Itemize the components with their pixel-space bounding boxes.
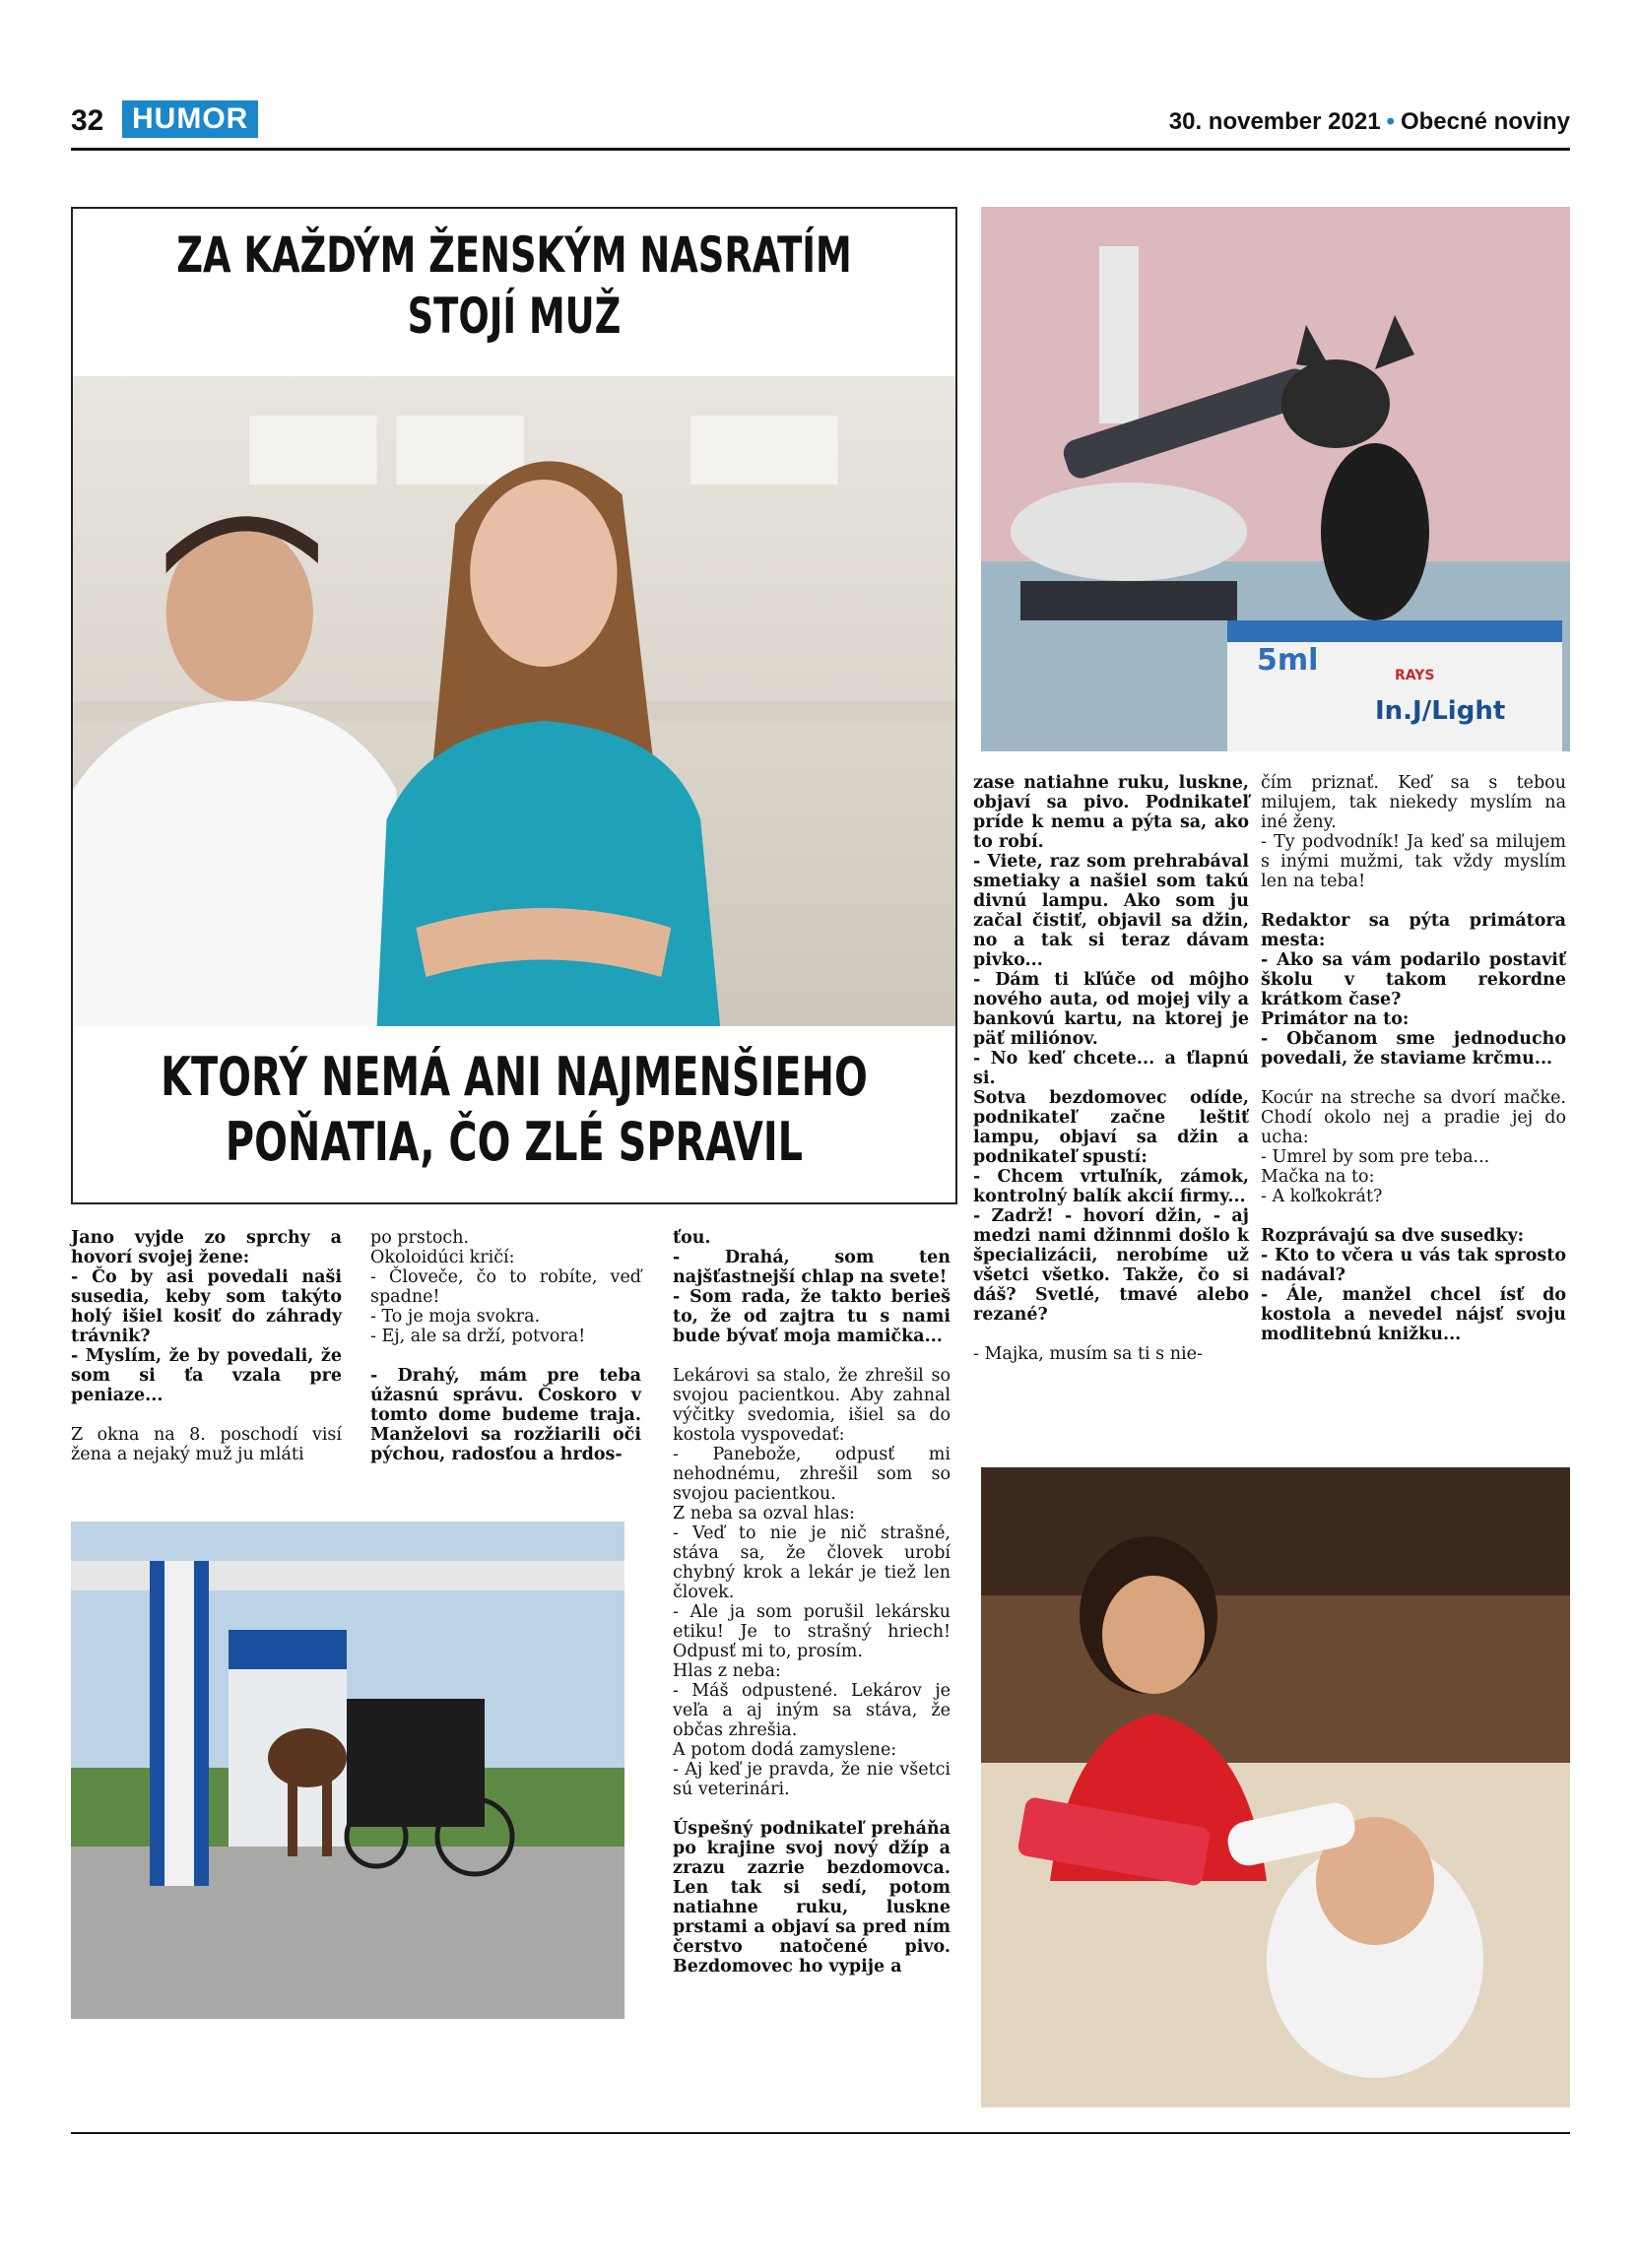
- paragraph-gap: [370, 1346, 641, 1366]
- box-brand: RAYS: [1395, 668, 1435, 683]
- page-number: 32: [71, 104, 104, 137]
- text-column-4: [973, 773, 1249, 1364]
- meme-top-caption: [153, 225, 877, 347]
- joke-paragraph: - Majka, musím sa ti s nie-: [973, 1344, 1203, 1364]
- paragraph-gap: [673, 1346, 951, 1366]
- joke-paragraph: Redaktor sa pýta primátora mesta:: [1261, 911, 1566, 950]
- joke-paragraph: - Kto to včera u vás tak sprosto nadával?: [1261, 1246, 1566, 1285]
- joke-paragraph: - Chcem vrtuľník, zámok, kontrolný balík akcií firmy...: [973, 1167, 1249, 1206]
- joke-paragraph: Jano vyjde zo sprchy a hovorí svojej žene:: [71, 1228, 342, 1267]
- meme-bottom-caption: [153, 1045, 877, 1175]
- joke-paragraph: - A koľkokrát?: [1261, 1187, 1383, 1206]
- microscope-dog-illustration: [981, 207, 1570, 751]
- joke-paragraph: Úspešný podnikateľ preháňa po krajine svoj nový džíp a zrazu zazrie bezdomovca. Len tak si sedí, potom natiahne ruku, luskne prstami a objaví sa pred ním čerstvo natočené pivo. Bezdomovec ho vypije a: [673, 1819, 951, 1976]
- paragraph-gap: [673, 1799, 951, 1819]
- issue-date: 30. november 2021: [1168, 108, 1381, 135]
- meme-top-line-2: STOJÍ MUŽ: [407, 288, 622, 345]
- joke-paragraph: - Ako sa vám podarilo postaviť školu v takom rekordne krátkom čase?: [1261, 950, 1566, 1009]
- paragraph-gap: [1261, 891, 1566, 911]
- joke-paragraph: - Ej, ale sa drží, potvora!: [370, 1327, 586, 1346]
- section-badge: HUMOR: [122, 100, 258, 138]
- children-photo: [981, 1467, 1570, 2107]
- joke-paragraph: - Veď to nie je nič strašné, stáva sa, že človek urobí chybný krok a lekár je tiež len človek.: [673, 1523, 951, 1602]
- meme-image: [71, 207, 957, 1204]
- joke-paragraph: - No keď chcete... a ťlapnú si.: [973, 1049, 1249, 1088]
- meme-top-line-1: ZA KAŽDÝM ŽENSKÝM NASRATÍM: [176, 227, 852, 284]
- joke-paragraph: Hlas z neba:: [673, 1661, 781, 1681]
- couple-photo: [73, 376, 955, 1026]
- joke-paragraph: - Umrel by som pre teba...: [1261, 1147, 1490, 1167]
- joke-paragraph: Lekárovi sa stalo, že zhrešil so svojou pacientkou. Aby zahnal výčitky svedomia, išiel sa do kostola vyspovedať:: [673, 1366, 951, 1445]
- joke-paragraph: Rozprávajú sa dve susedky:: [1261, 1226, 1525, 1246]
- joke-paragraph: zase natiahne ruku, luskne, objaví sa pivo. Podnikateľ príde k nemu a pýta sa, ako to robí.: [973, 773, 1249, 852]
- joke-paragraph: - Drahá, som ten najšťastnejší chlap na svete!: [673, 1248, 951, 1287]
- page-header: [71, 98, 1570, 146]
- horse-carriage-photo: [71, 1522, 624, 2019]
- joke-paragraph: - Máš odpustené. Lekárov je veľa a aj iným sa stáva, že občas zhrešia.: [673, 1681, 951, 1740]
- joke-paragraph: - Človeče, čo to robíte, veď spadne!: [370, 1267, 641, 1307]
- box-label: 5ml: [1257, 643, 1319, 678]
- text-column-2: [370, 1228, 641, 1464]
- publication-name: Obecné noviny: [1400, 108, 1570, 135]
- joke-paragraph: ťou.: [673, 1228, 711, 1248]
- issue-info: [1169, 108, 1570, 136]
- gas-station-illustration: [71, 1522, 624, 2019]
- joke-paragraph: - To je moja svokra.: [370, 1307, 541, 1327]
- meme-bottom-line-1: KTORÝ NEMÁ ANI NAJMENŠIEHO: [161, 1046, 868, 1108]
- joke-paragraph: Okoloidúci kričí:: [370, 1248, 515, 1267]
- paragraph-gap: [1261, 1206, 1566, 1226]
- joke-paragraph: Sotva bezdomovec odíde, podnikateľ začne leštiť lampu, objaví sa džin a podnikateľ spustí:: [973, 1088, 1249, 1167]
- children-illustration: [981, 1467, 1570, 2107]
- joke-paragraph: čím priznať. Keď sa s tebou milujem, tak niekedy myslím na iné ženy.: [1261, 773, 1566, 832]
- joke-paragraph: - Dám ti kľúče od môjho nového auta, od mojej vily a bankovú kartu, na ktorej je päť miliónov.: [973, 970, 1249, 1049]
- joke-paragraph: po prstoch.: [370, 1228, 470, 1248]
- joke-paragraph: Kocúr na streche sa dvorí mačke. Chodí okolo nej a pradie jej do ucha:: [1261, 1088, 1566, 1147]
- joke-paragraph: - Aj keď je pravda, že nie všetci sú veterinári.: [673, 1760, 951, 1799]
- joke-paragraph: - Som rada, že takto berieš to, že od zajtra tu s nami bude bývať moja mamička...: [673, 1287, 951, 1346]
- joke-paragraph: A potom dodá zamyslene:: [673, 1740, 897, 1760]
- joke-paragraph: Z neba sa ozval hlas:: [673, 1504, 855, 1523]
- box-text: In.J/Light: [1375, 696, 1506, 726]
- footer-rule: [71, 2132, 1570, 2134]
- paragraph-gap: [1261, 1069, 1566, 1088]
- paragraph-gap: [973, 1325, 1249, 1344]
- joke-paragraph: - Ty podvodník! Ja keď sa milujem s inými mužmi, tak vždy myslím len na teba!: [1261, 832, 1566, 891]
- joke-paragraph: - Ale ja som porušil lekársku etiku! Je to strašný hriech! Odpusť mi to, prosím.: [673, 1602, 951, 1661]
- paragraph-gap: [71, 1405, 342, 1425]
- joke-paragraph: - Zadrž! - hovorí džin, - aj medzi nami džinnmi došlo k špecializácii, nerobíme už všetci všetko. Takže, čo si dáš? Svetlé, tmavé alebo rezané?: [973, 1206, 1249, 1325]
- text-column-5: [1261, 773, 1566, 1344]
- joke-paragraph: Primátor na to:: [1261, 1009, 1410, 1029]
- text-column-1: [71, 1228, 342, 1464]
- joke-paragraph: - Myslím, že by povedali, že som si ťa vzala pre peniaze...: [71, 1346, 342, 1405]
- joke-paragraph: Z okna na 8. poschodí visí žena a nejaký muž ju mláti: [71, 1425, 342, 1464]
- joke-paragraph: - Ále, manžel chcel ísť do kostola a nevedel nájsť svoju modlitebnú knižku...: [1261, 1285, 1566, 1344]
- bullet-icon: •: [1386, 108, 1395, 135]
- joke-paragraph: Mačka na to:: [1261, 1167, 1375, 1187]
- joke-paragraph: - Panebože, odpusť mi nehodnému, zhrešil som so svojou pacientkou.: [673, 1445, 951, 1504]
- microscope-dog-photo: [981, 207, 1570, 751]
- header-rule: [71, 148, 1570, 151]
- joke-paragraph: - Drahý, mám pre teba úžasnú správu. Čoskoro v tomto dome budeme traja. Manželovi sa rozžiarili oči pýchou, radosťou a hrdos-: [370, 1366, 641, 1464]
- joke-paragraph: - Viete, raz som prehrabával smetiaky a našiel som takú divnú lampu. Ako som ju začal čistiť, objavil sa džin, no a tak si teraz dávam pivko...: [973, 852, 1249, 970]
- text-column-3: [673, 1228, 951, 1976]
- joke-paragraph: - Čo by asi povedali naši susedia, keby som takýto holý išiel kosiť do záhrady trávnik?: [71, 1267, 342, 1346]
- meme-bottom-line-2: POŇATIA, ČO ZLÉ SPRAVIL: [225, 1111, 804, 1173]
- joke-paragraph: - Občanom sme jednoducho povedali, že staviame krčmu...: [1261, 1029, 1566, 1069]
